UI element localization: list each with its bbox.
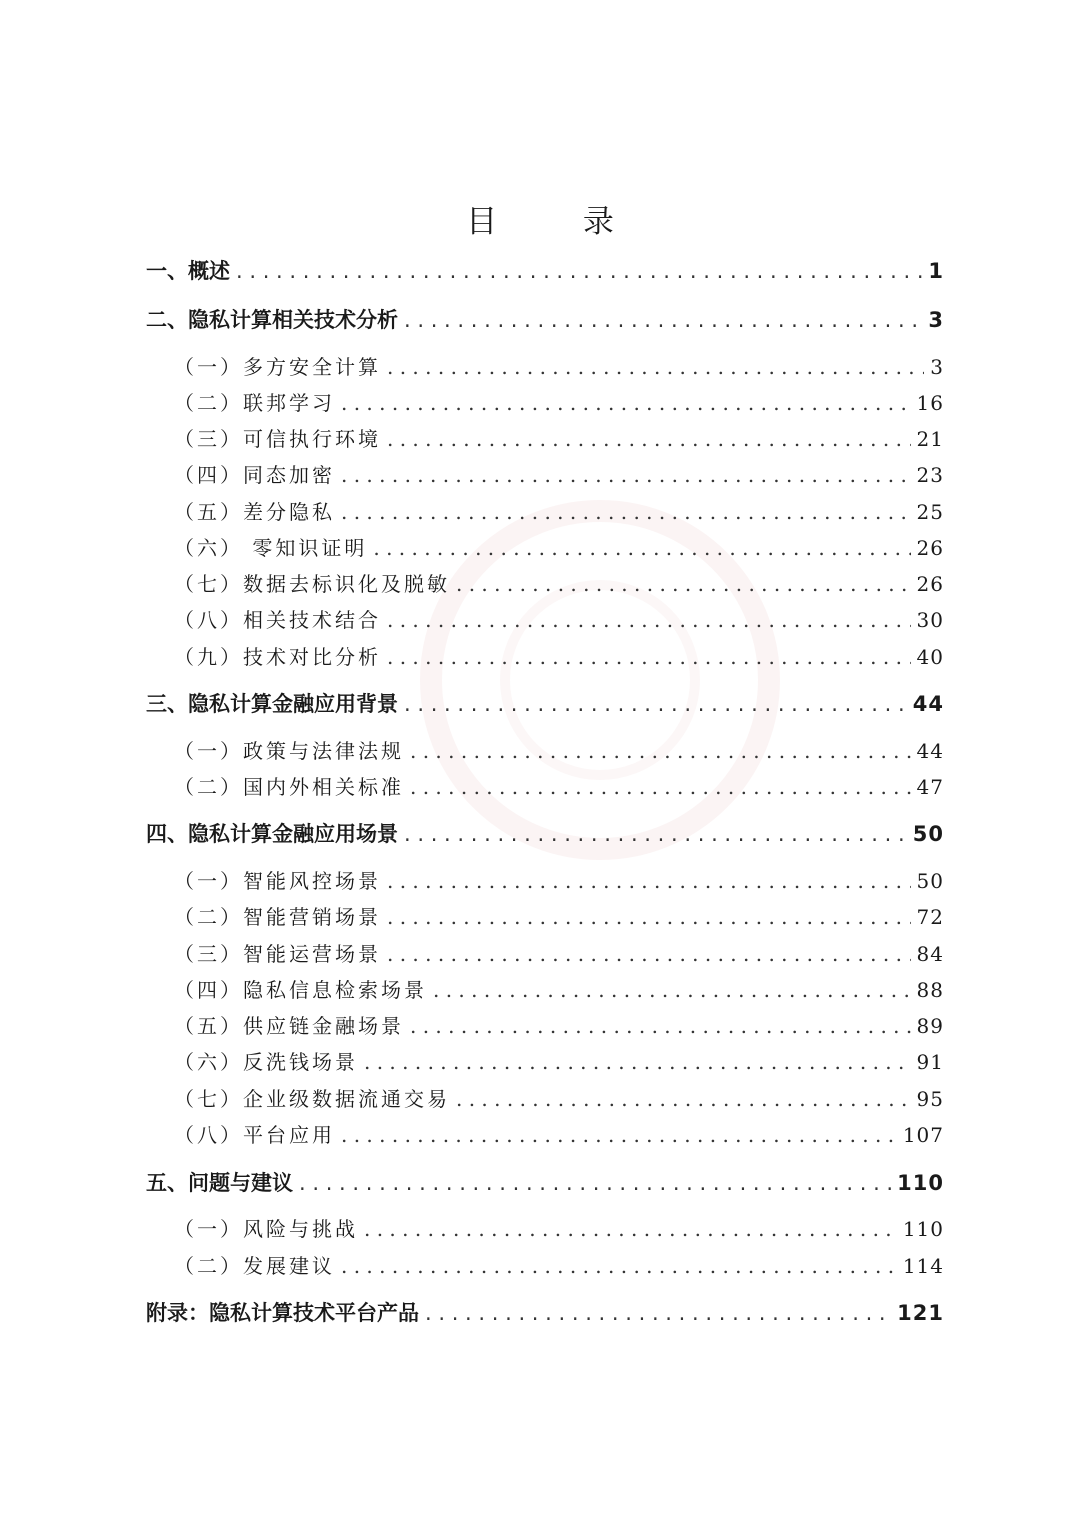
toc-page-number: 91 <box>916 1050 944 1074</box>
toc-leader <box>373 533 910 563</box>
toc-leader <box>456 1084 911 1114</box>
toc-page-number: 23 <box>916 463 944 487</box>
toc-label: 三、隐私计算金融应用背景 <box>146 692 398 716</box>
toc-page-number: 1 <box>928 259 944 283</box>
toc-page-number: 3 <box>930 355 944 379</box>
toc-leader <box>410 772 911 802</box>
toc-label: （三）可信执行环境 <box>174 427 381 451</box>
toc-entry-2[interactable] <box>146 305 944 335</box>
toc-label: （七）企业级数据流通交易 <box>174 1087 450 1111</box>
toc-leader <box>341 1120 897 1150</box>
toc-page-number: 16 <box>916 391 944 415</box>
toc-label: （二）联邦学习 <box>174 391 335 415</box>
toc-leader <box>299 1168 891 1198</box>
toc-page-number: 50 <box>916 869 944 893</box>
toc-page-number: 88 <box>916 978 944 1002</box>
toc-page-number: 89 <box>916 1014 944 1038</box>
toc-leader <box>387 642 911 672</box>
toc-entry-3[interactable] <box>146 689 944 719</box>
toc-entry-3-2[interactable] <box>174 772 944 802</box>
toc-entry-2-6[interactable] <box>174 533 944 563</box>
toc-entry-4-4[interactable] <box>174 975 944 1005</box>
toc-label: 附录：隐私计算技术平台产品 <box>146 1301 419 1325</box>
toc-page-number: 84 <box>916 942 944 966</box>
toc-leader <box>387 352 924 382</box>
toc-page-number: 44 <box>912 692 944 716</box>
toc-page-number: 50 <box>912 822 944 846</box>
toc-label: （四）隐私信息检索场景 <box>174 978 427 1002</box>
toc-entry-2-3[interactable] <box>174 424 944 454</box>
toc-entry-4-7[interactable] <box>174 1084 944 1114</box>
toc-page-number: 25 <box>916 500 944 524</box>
toc-label: 四、隐私计算金融应用场景 <box>146 822 398 846</box>
toc-leader <box>341 497 911 527</box>
toc-label: （九）技术对比分析 <box>174 645 381 669</box>
toc-page-number: 40 <box>916 645 944 669</box>
toc-entry-2-8[interactable] <box>174 605 944 635</box>
toc-leader <box>341 388 911 418</box>
toc-page-number: 21 <box>916 427 944 451</box>
toc-entry-4-2[interactable] <box>174 902 944 932</box>
page-title: 目 录 <box>466 204 652 240</box>
toc-label: （一）政策与法律法规 <box>174 739 404 763</box>
toc-label: 五、问题与建议 <box>146 1171 293 1195</box>
toc-page-number: 44 <box>916 739 944 763</box>
toc-label: （二）发展建议 <box>174 1254 335 1278</box>
toc-leader <box>410 1011 911 1041</box>
toc-label: （八）相关技术结合 <box>174 608 381 632</box>
toc-leader <box>404 305 922 335</box>
toc-entry-2-2[interactable] <box>174 388 944 418</box>
toc-leader <box>433 975 911 1005</box>
toc-leader <box>387 939 911 969</box>
toc-page-number: 110 <box>902 1217 944 1241</box>
toc-entry-2-5[interactable] <box>174 497 944 527</box>
toc-label: （一）智能风控场景 <box>174 869 381 893</box>
toc-page-number: 3 <box>928 308 944 332</box>
toc-page-number: 114 <box>902 1254 944 1278</box>
toc-leader <box>387 605 911 635</box>
toc-label: （三）智能运营场景 <box>174 942 381 966</box>
toc-label: （二）国内外相关标准 <box>174 775 404 799</box>
toc-entry-4-3[interactable] <box>174 939 944 969</box>
toc-entry-3-1[interactable] <box>174 736 944 766</box>
toc-label: 二、隐私计算相关技术分析 <box>146 308 398 332</box>
toc-page-number: 26 <box>916 536 944 560</box>
toc-entry-2-9[interactable] <box>174 642 944 672</box>
toc-page-number: 47 <box>916 775 944 799</box>
toc-entry-4-1[interactable] <box>174 866 944 896</box>
toc-entry-1[interactable] <box>146 256 944 286</box>
toc-entry-2-4[interactable] <box>174 460 944 490</box>
toc-page-number: 26 <box>916 572 944 596</box>
toc-entry-4-5[interactable] <box>174 1011 944 1041</box>
toc-entry-appendix[interactable] <box>146 1298 944 1328</box>
toc-leader <box>410 736 911 766</box>
toc-label: （一）风险与挑战 <box>174 1217 358 1241</box>
toc-entry-2-7[interactable] <box>174 569 944 599</box>
toc-page-number: 95 <box>916 1087 944 1111</box>
toc-entry-4-6[interactable] <box>174 1047 944 1077</box>
toc-leader <box>387 902 911 932</box>
toc-label: （五）供应链金融场景 <box>174 1014 404 1038</box>
toc-entry-4[interactable] <box>146 819 944 849</box>
toc-label: （八）平台应用 <box>174 1123 335 1147</box>
toc-label: （二）智能营销场景 <box>174 905 381 929</box>
toc-entry-4-8[interactable] <box>174 1120 944 1150</box>
toc-leader <box>387 424 911 454</box>
toc-page-number: 107 <box>902 1123 944 1147</box>
toc-label: （六）反洗钱场景 <box>174 1050 358 1074</box>
toc-page-number: 121 <box>897 1301 944 1325</box>
toc-label: （四）同态加密 <box>174 463 335 487</box>
toc-leader <box>387 866 911 896</box>
toc-label: （七）数据去标识化及脱敏 <box>174 572 450 596</box>
toc-label: （六） 零知识证明 <box>174 536 368 560</box>
toc-entry-2-1[interactable] <box>174 352 944 382</box>
toc-leader <box>364 1214 897 1244</box>
toc-label: 一、概述 <box>146 259 230 283</box>
toc-leader <box>425 1298 891 1328</box>
toc-label: （五）差分隐私 <box>174 500 335 524</box>
toc-page-number: 110 <box>897 1171 944 1195</box>
toc-entry-5-2[interactable] <box>174 1251 944 1281</box>
toc-leader <box>364 1047 911 1077</box>
toc-entry-5[interactable] <box>146 1168 944 1198</box>
toc-leader <box>404 689 907 719</box>
toc-page-number: 72 <box>916 905 944 929</box>
toc-label: （一）多方安全计算 <box>174 355 381 379</box>
toc-leader <box>236 256 922 286</box>
toc-leader <box>456 569 911 599</box>
toc-leader <box>341 1251 897 1281</box>
toc-page-number: 30 <box>916 608 944 632</box>
toc-entry-5-1[interactable] <box>174 1214 944 1244</box>
toc-leader <box>404 819 907 849</box>
toc-leader <box>341 460 911 490</box>
